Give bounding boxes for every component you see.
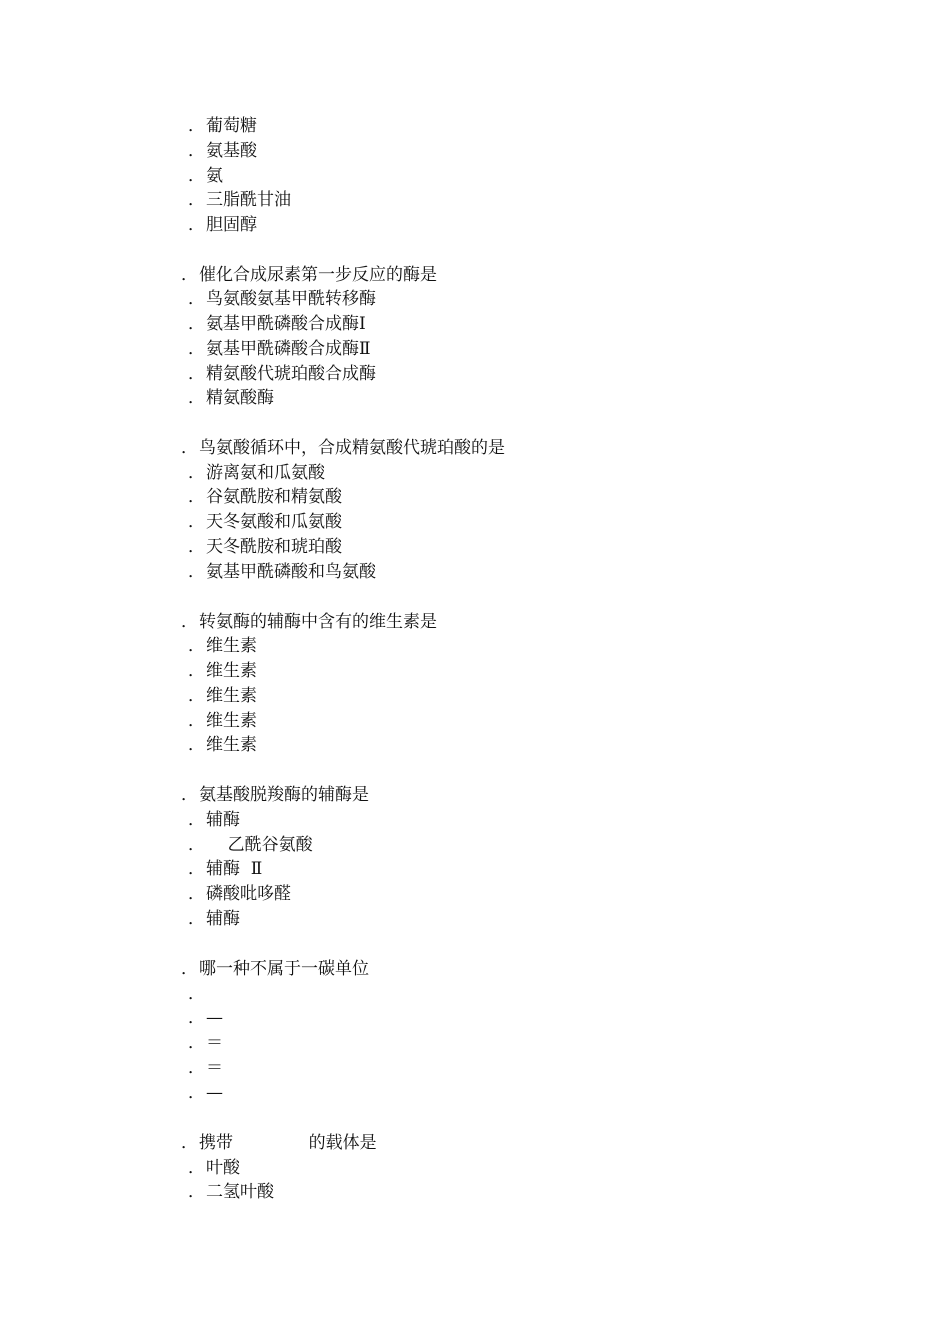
option-text: 氨基甲酰磷酸合成酶Ⅰ: [206, 314, 366, 334]
option-line: [188, 461, 325, 486]
option-text: 氨基酸: [206, 141, 257, 161]
option-text: 谷氨酰胺和精氨酸: [206, 487, 342, 507]
option-marker: ．: [188, 487, 205, 507]
question-marker: ．: [181, 265, 198, 285]
question-marker: ．: [181, 959, 198, 979]
option-line: [188, 733, 257, 758]
option-line: [188, 362, 376, 387]
option-line: [188, 312, 366, 337]
option-line: [188, 287, 376, 312]
option-marker: ．: [188, 636, 205, 656]
option-text: —: [206, 1008, 223, 1028]
option-line: [188, 386, 274, 411]
option-text: 氨基甲酰磷酸和鸟氨酸: [206, 562, 376, 582]
option-line: [188, 907, 240, 932]
option-line: [188, 634, 257, 659]
question-text: 鸟氨酸循环中，合成精氨酸代琥珀酸的是: [199, 438, 505, 458]
option-marker: ．: [188, 810, 205, 830]
option-line: [188, 535, 342, 560]
option-marker: ．: [188, 562, 205, 582]
option-line: [188, 659, 257, 684]
option-text: 辅酶: [206, 909, 240, 929]
option-marker: ．: [188, 661, 205, 681]
option-marker: ．: [188, 364, 205, 384]
option-text: ＝: [206, 1033, 223, 1053]
option-text: 三脂酰甘油: [206, 190, 291, 210]
option-text: 维生素: [206, 686, 257, 706]
question-line: [181, 1131, 377, 1156]
option-line: [188, 188, 291, 213]
option-marker: ．: [188, 859, 205, 879]
option-text: 胆固醇: [206, 215, 257, 235]
option-text: 维生素: [206, 735, 257, 755]
option-marker: ．: [188, 735, 205, 755]
option-marker: ．: [188, 984, 205, 1004]
option-line: [188, 882, 291, 907]
option-text: 精氨酸酶: [206, 388, 274, 408]
option-text: 游离氨和瓜氨酸: [206, 463, 325, 483]
option-marker: ．: [188, 190, 205, 210]
option-text: 二氢叶酸: [206, 1182, 274, 1202]
option-text: 天冬氨酸和瓜氨酸: [206, 512, 342, 532]
option-marker: ．: [188, 1058, 205, 1078]
option-text: 维生素: [206, 661, 257, 681]
option-text: 氨基甲酰磷酸合成酶Ⅱ: [206, 339, 371, 359]
option-text: 葡萄糖: [206, 116, 257, 136]
question-line: [181, 263, 437, 288]
option-line: [188, 1006, 223, 1031]
option-marker: ．: [188, 537, 205, 557]
option-line: [188, 1180, 274, 1205]
option-text: 精氨酸代琥珀酸合成酶: [206, 364, 376, 384]
option-marker: ．: [188, 1083, 205, 1103]
option-line: [188, 1081, 223, 1106]
option-marker: ．: [188, 686, 205, 706]
option-line: [188, 833, 313, 858]
option-text: 维生素: [206, 711, 257, 731]
option-line: [188, 164, 223, 189]
option-line: [188, 560, 376, 585]
option-marker: ．: [188, 512, 205, 532]
option-text: 辅酶: [206, 810, 240, 830]
option-marker: ．: [188, 463, 205, 483]
option-marker: ．: [188, 388, 205, 408]
question-line: [181, 610, 437, 635]
option-text: 氨: [206, 166, 223, 186]
question-text: 氨基酸脱羧酶的辅酶是: [199, 785, 369, 805]
option-text: —: [206, 1083, 223, 1103]
option-marker: ．: [188, 215, 205, 235]
option-text: ＝: [206, 1058, 223, 1078]
option-marker: ．: [188, 289, 205, 309]
question-text: 转氨酶的辅酶中含有的维生素是: [199, 612, 437, 632]
option-text: 辅酶 Ⅱ: [206, 859, 263, 879]
question-marker: ．: [181, 612, 198, 632]
option-marker: ．: [188, 141, 205, 161]
option-line: [188, 857, 262, 882]
option-marker: ．: [188, 339, 205, 359]
option-line: [188, 1156, 240, 1181]
question-text: 催化合成尿素第一步反应的酶是: [199, 265, 437, 285]
option-line: [188, 139, 257, 164]
option-line: [188, 213, 257, 238]
option-marker: ．: [188, 1182, 205, 1202]
question-line: [181, 436, 505, 461]
question-marker: ．: [181, 1133, 198, 1153]
question-text: 哪一种不属于一碳单位: [199, 959, 369, 979]
option-line: [188, 684, 257, 709]
option-line: [188, 1056, 223, 1081]
option-line: [188, 510, 342, 535]
question-line: [181, 783, 369, 808]
option-line: [188, 982, 206, 1007]
option-marker: ．: [188, 1158, 205, 1178]
option-text: 天冬酰胺和琥珀酸: [206, 537, 342, 557]
option-text: 维生素: [206, 636, 257, 656]
option-marker: ．: [188, 884, 205, 904]
option-text: 磷酸吡哆醛: [206, 884, 291, 904]
option-text: 乙酰谷氨酸: [206, 835, 313, 855]
option-line: [188, 709, 257, 734]
option-marker: ．: [188, 116, 205, 136]
question-marker: ．: [181, 785, 198, 805]
question-marker: ．: [181, 438, 198, 458]
question-line: [181, 957, 369, 982]
option-marker: ．: [188, 835, 205, 855]
option-line: [188, 337, 371, 362]
option-marker: ．: [188, 166, 205, 186]
option-marker: ．: [188, 1008, 205, 1028]
option-text: 鸟氨酸氨基甲酰转移酶: [206, 289, 376, 309]
question-text: 携带 的载体是: [199, 1133, 377, 1153]
option-line: [188, 808, 240, 833]
option-line: [188, 114, 257, 139]
option-marker: ．: [188, 314, 205, 334]
option-line: [188, 1031, 223, 1056]
option-line: [188, 485, 342, 510]
option-marker: ．: [188, 909, 205, 929]
option-marker: ．: [188, 1033, 205, 1053]
option-marker: ．: [188, 711, 205, 731]
option-text: 叶酸: [206, 1158, 240, 1178]
